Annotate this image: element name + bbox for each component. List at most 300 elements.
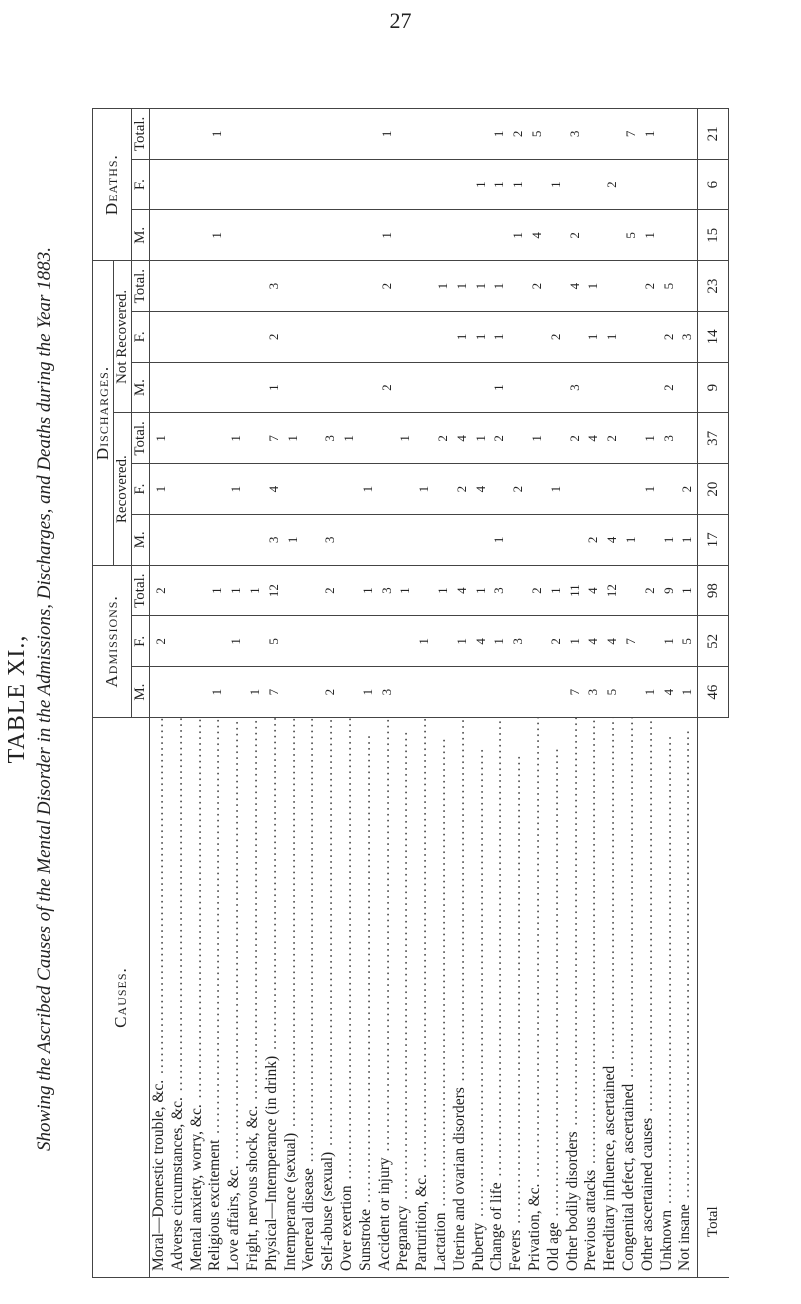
table-cell bbox=[434, 667, 453, 717]
table-cell: 2 bbox=[322, 587, 338, 594]
table-cell bbox=[190, 363, 209, 413]
table-title: TABLE XI., bbox=[4, 634, 30, 764]
rec-f-header: F. bbox=[132, 464, 150, 515]
table-cell bbox=[171, 617, 190, 667]
cause-row: Physical—Intemperance (in drink) ..... bbox=[263, 718, 282, 1271]
table-cell bbox=[415, 312, 434, 362]
admissions-header: Admissions. bbox=[93, 565, 132, 717]
table-cell bbox=[678, 109, 697, 159]
table-cell: 1 bbox=[378, 130, 394, 138]
table-cell bbox=[434, 160, 453, 210]
table-cell bbox=[190, 566, 209, 616]
table-cell bbox=[340, 667, 359, 717]
table-cell bbox=[227, 515, 246, 565]
table-cell bbox=[190, 261, 209, 311]
table-cell bbox=[359, 261, 378, 311]
table-cell: 4 bbox=[585, 638, 601, 645]
cause-row: Sunstroke ..... bbox=[357, 718, 376, 1271]
table-cell: 3 bbox=[510, 638, 526, 645]
adm-f-column bbox=[150, 616, 698, 667]
table-cell: 1 bbox=[453, 638, 469, 645]
table-cell: 3 bbox=[660, 435, 676, 442]
table-cell: 2 bbox=[153, 638, 168, 645]
table-cell bbox=[171, 261, 190, 311]
table-cell bbox=[265, 109, 284, 159]
table-cell bbox=[190, 109, 209, 159]
table-cell: 4 bbox=[566, 282, 582, 290]
table-cell bbox=[453, 515, 472, 565]
table-cell: 1 bbox=[416, 638, 432, 645]
table-cell bbox=[227, 261, 246, 311]
table-cell bbox=[434, 617, 453, 667]
table-cell: 2 bbox=[604, 181, 620, 188]
table-cell: 2 bbox=[510, 485, 526, 493]
table-cell: 12 bbox=[265, 584, 281, 598]
table-cell bbox=[227, 363, 246, 413]
table-cell bbox=[622, 414, 641, 464]
table-cell bbox=[509, 312, 528, 362]
table-cell: 4 bbox=[585, 435, 601, 442]
table-cell bbox=[415, 109, 434, 159]
table-cell bbox=[246, 211, 265, 261]
totals-row bbox=[698, 109, 729, 1278]
deaths-total-column bbox=[150, 109, 698, 160]
table-cell bbox=[660, 464, 679, 514]
table-cell bbox=[190, 160, 209, 210]
table-cell bbox=[678, 211, 697, 261]
table-cell bbox=[321, 261, 340, 311]
deaths-f-column bbox=[150, 159, 698, 210]
table-cell bbox=[396, 515, 415, 565]
table-cell bbox=[415, 261, 434, 311]
rec-total-column bbox=[150, 413, 698, 464]
table-cell bbox=[208, 261, 227, 311]
table-cell bbox=[378, 617, 397, 667]
table-cell bbox=[302, 261, 321, 311]
table-cell: 9 bbox=[660, 587, 676, 594]
table-cell bbox=[453, 363, 472, 413]
table-cell bbox=[434, 312, 453, 362]
table-cell bbox=[340, 312, 359, 362]
table-cell bbox=[321, 109, 340, 159]
table-cell bbox=[660, 160, 679, 210]
nr-f-total: 14 bbox=[698, 312, 729, 363]
cause-row: Puberty ..... bbox=[470, 718, 489, 1271]
adm-total-header: Total. bbox=[132, 565, 150, 616]
table-cell: 1 bbox=[472, 587, 488, 594]
cause-row: Other ascertained causes ..... bbox=[639, 718, 658, 1271]
table-cell bbox=[415, 211, 434, 261]
table-cell: 2 bbox=[641, 587, 657, 594]
cause-row: Religious excitement ..... bbox=[206, 718, 225, 1271]
table-cell bbox=[321, 617, 340, 667]
table-cell bbox=[321, 312, 340, 362]
table-cell: 2 bbox=[491, 435, 507, 442]
table-cell bbox=[434, 211, 453, 261]
table-cell bbox=[622, 667, 641, 717]
cause-row: Other bodily disorders ..... bbox=[564, 718, 583, 1271]
nr-total-total: 23 bbox=[698, 261, 729, 312]
table-cell: 2 bbox=[660, 384, 676, 391]
table-cell: 11 bbox=[566, 584, 582, 597]
table-cell bbox=[284, 667, 303, 717]
nr-m-header: M. bbox=[132, 362, 150, 413]
table-cell: 5 bbox=[604, 688, 620, 696]
table-cell: 2 bbox=[547, 333, 563, 341]
recovered-header: Recovered. bbox=[114, 413, 132, 565]
table-cell bbox=[359, 414, 378, 464]
table-cell bbox=[265, 211, 284, 261]
table-cell bbox=[340, 261, 359, 311]
table-cell: 2 bbox=[378, 282, 394, 290]
table-cell bbox=[302, 464, 321, 514]
table-cell bbox=[321, 464, 340, 514]
table-cell bbox=[227, 160, 246, 210]
table-cell bbox=[528, 160, 547, 210]
cause-row: Pregnancy ..... bbox=[394, 718, 413, 1271]
table-cell: 1 bbox=[209, 688, 225, 696]
deaths-m-total: 15 bbox=[698, 210, 729, 261]
table-cell: 1 bbox=[679, 587, 695, 594]
table-cell bbox=[566, 312, 585, 362]
table-cell bbox=[321, 211, 340, 261]
nr-m-total: 9 bbox=[698, 362, 729, 413]
nr-m-column bbox=[150, 362, 698, 413]
table-cell bbox=[509, 261, 528, 311]
table-cell: 5 bbox=[622, 232, 638, 239]
table-cell bbox=[284, 566, 303, 616]
table-cell bbox=[622, 566, 641, 616]
table-cell bbox=[340, 211, 359, 261]
table-cell bbox=[547, 515, 566, 565]
table-cell: 1 bbox=[228, 435, 244, 442]
table-cell bbox=[472, 211, 491, 261]
table-cell bbox=[359, 160, 378, 210]
table-cell bbox=[340, 363, 359, 413]
table-cell bbox=[603, 109, 622, 159]
table-cell bbox=[190, 617, 209, 667]
table-cell: 1 bbox=[434, 587, 450, 594]
table-cell: 1 bbox=[397, 435, 413, 442]
table-cell: 5 bbox=[528, 130, 544, 138]
table-cell bbox=[622, 160, 641, 210]
table-cell: 1 bbox=[359, 485, 375, 493]
table-cell bbox=[340, 515, 359, 565]
table-cell bbox=[490, 464, 509, 514]
rec-m-total: 17 bbox=[698, 515, 729, 566]
table-cell bbox=[547, 261, 566, 311]
table-cell bbox=[284, 617, 303, 667]
table-cell: 1 bbox=[510, 181, 526, 188]
table-cell: 2 bbox=[510, 130, 526, 138]
table-cell: 2 bbox=[153, 587, 168, 594]
table-cell bbox=[434, 464, 453, 514]
table-cell bbox=[678, 160, 697, 210]
deaths-header: Deaths. bbox=[93, 109, 132, 261]
table-cell bbox=[509, 566, 528, 616]
table-cell bbox=[284, 261, 303, 311]
cause-row: Change of life ..... bbox=[488, 718, 507, 1271]
table-cell: 1 bbox=[547, 587, 563, 594]
table-cell bbox=[509, 515, 528, 565]
table-cell bbox=[528, 667, 547, 717]
table-cell bbox=[660, 109, 679, 159]
table-cell: 2 bbox=[322, 688, 338, 696]
cause-row: Fevers ..... bbox=[507, 718, 526, 1271]
table-cell: 3 bbox=[265, 282, 281, 290]
table-cell: 1 bbox=[679, 688, 695, 696]
table-cell: 1 bbox=[491, 536, 507, 544]
table-cell bbox=[660, 211, 679, 261]
table-cell: 1 bbox=[228, 587, 244, 594]
cause-row: Self-abuse (sexual) ..... bbox=[319, 718, 338, 1271]
cause-row: Privation, &c. ..... bbox=[526, 718, 545, 1271]
table-cell: 4 bbox=[472, 638, 488, 645]
table-cell: 1 bbox=[622, 536, 638, 544]
table-cell bbox=[378, 515, 397, 565]
table-cell bbox=[152, 109, 171, 159]
table-cell bbox=[584, 464, 603, 514]
table-cell bbox=[152, 312, 171, 362]
table-cell bbox=[472, 109, 491, 159]
table-cell: 1 bbox=[265, 384, 281, 391]
table-cell bbox=[566, 515, 585, 565]
table-cell bbox=[415, 363, 434, 413]
table-cell bbox=[622, 464, 641, 514]
table-cell bbox=[190, 211, 209, 261]
table-cell: 3 bbox=[491, 587, 507, 594]
table-cell bbox=[396, 261, 415, 311]
table-cell: 5 bbox=[660, 282, 676, 290]
adm-f-header: F. bbox=[132, 616, 150, 667]
table-cell bbox=[171, 515, 190, 565]
table-cell bbox=[265, 160, 284, 210]
table-cell bbox=[246, 464, 265, 514]
table-cell: 1 bbox=[153, 485, 168, 493]
table-cell bbox=[284, 109, 303, 159]
cause-row: Adverse circumstances, &c. ..... bbox=[169, 718, 188, 1271]
table-cell bbox=[547, 414, 566, 464]
table-cell bbox=[415, 414, 434, 464]
cause-row: Unknown ..... bbox=[658, 718, 677, 1271]
table-cell: 1 bbox=[284, 435, 300, 442]
deaths-total-header: Total. bbox=[132, 109, 150, 160]
table-cell: 7 bbox=[265, 435, 281, 442]
table-cell: 1 bbox=[453, 333, 469, 341]
table-cell bbox=[321, 160, 340, 210]
table-cell: 1 bbox=[472, 282, 488, 290]
deaths-f-total: 6 bbox=[698, 159, 729, 210]
cause-row: Mental anxiety, worry, &c. ..... bbox=[188, 718, 207, 1271]
table-cell: 4 bbox=[472, 485, 488, 493]
table-cell: 3 bbox=[322, 435, 338, 442]
nr-total-header: Total. bbox=[132, 261, 150, 312]
table-cell: 2 bbox=[585, 536, 601, 544]
table-cell bbox=[246, 515, 265, 565]
table-cell: 1 bbox=[340, 435, 356, 442]
table-cell bbox=[528, 363, 547, 413]
table-cell bbox=[678, 261, 697, 311]
table-cell bbox=[227, 211, 246, 261]
adm-total-total: 98 bbox=[698, 565, 729, 616]
table-cell bbox=[396, 160, 415, 210]
table-cell: 1 bbox=[359, 688, 375, 696]
table-cell bbox=[340, 464, 359, 514]
table-cell: 1 bbox=[209, 130, 225, 138]
table-cell bbox=[208, 464, 227, 514]
table-cell bbox=[434, 515, 453, 565]
table-cell: 1 bbox=[491, 181, 507, 188]
table-cell bbox=[396, 363, 415, 413]
cause-row: Over exertion ..... bbox=[338, 718, 357, 1271]
rec-m-header: M. bbox=[132, 515, 150, 566]
table-cell: 1 bbox=[547, 485, 563, 493]
table-cell bbox=[284, 160, 303, 210]
table-cell: 1 bbox=[472, 333, 488, 341]
table-cell: 2 bbox=[378, 384, 394, 391]
adm-total-column bbox=[150, 565, 698, 616]
table-cell bbox=[509, 414, 528, 464]
table-cell: 1 bbox=[547, 181, 563, 188]
cause-row: Old age ..... bbox=[545, 718, 564, 1271]
table-cell bbox=[490, 211, 509, 261]
rec-total-total: 37 bbox=[698, 413, 729, 464]
table-cell: 1 bbox=[378, 232, 394, 239]
table-cell: 1 bbox=[491, 638, 507, 645]
table-cell bbox=[359, 312, 378, 362]
table-cell: 1 bbox=[209, 232, 225, 239]
table-cell: 1 bbox=[491, 333, 507, 341]
table-cell: 4 bbox=[453, 587, 469, 594]
table-cell bbox=[246, 160, 265, 210]
table-cell bbox=[584, 211, 603, 261]
causes-body bbox=[150, 109, 698, 1278]
adm-m-header: M. bbox=[132, 667, 150, 718]
rec-f-column bbox=[150, 464, 698, 515]
table-cell bbox=[284, 211, 303, 261]
table-cell bbox=[208, 312, 227, 362]
table-cell bbox=[302, 109, 321, 159]
table-cell bbox=[472, 667, 491, 717]
cause-row: Intemperance (sexual) ..... bbox=[282, 718, 301, 1271]
table-cell bbox=[359, 211, 378, 261]
table-cell bbox=[359, 617, 378, 667]
table-cell: 12 bbox=[604, 584, 620, 598]
table-cell: 1 bbox=[566, 638, 582, 645]
table-cell: 1 bbox=[679, 536, 695, 544]
table-cell: 1 bbox=[528, 435, 544, 442]
not-recovered-header: Not Recovered. bbox=[114, 261, 132, 413]
table-cell bbox=[378, 312, 397, 362]
adm-m-column bbox=[150, 667, 698, 718]
causes-table bbox=[92, 108, 729, 1278]
table-cell: 4 bbox=[453, 435, 469, 442]
table-cell: 1 bbox=[491, 130, 507, 138]
table-cell bbox=[208, 414, 227, 464]
table-cell bbox=[603, 363, 622, 413]
table-cell bbox=[340, 160, 359, 210]
table-cell bbox=[566, 160, 585, 210]
table-cell bbox=[678, 363, 697, 413]
table-cell: 2 bbox=[434, 435, 450, 442]
table-cell: 1 bbox=[641, 485, 657, 493]
table-cell: 4 bbox=[265, 485, 281, 493]
table-cell: 1 bbox=[585, 282, 601, 290]
table-cell bbox=[321, 363, 340, 413]
table-cell: 1 bbox=[246, 688, 262, 696]
table-cell: 2 bbox=[660, 333, 676, 341]
table-cell: 4 bbox=[604, 638, 620, 645]
table-cell bbox=[528, 464, 547, 514]
table-cell: 1 bbox=[660, 638, 676, 645]
table-cell: 2 bbox=[528, 282, 544, 290]
deaths-f-header: F. bbox=[132, 159, 150, 210]
table-cell: 1 bbox=[434, 282, 450, 290]
table-cell: 2 bbox=[679, 485, 695, 493]
table-cell: 2 bbox=[528, 587, 544, 594]
adm-m-total: 46 bbox=[698, 667, 729, 718]
table-cell bbox=[396, 667, 415, 717]
table-cell bbox=[603, 261, 622, 311]
table-cell: 1 bbox=[491, 282, 507, 290]
deaths-m-header: M. bbox=[132, 210, 150, 261]
rec-m-column bbox=[150, 515, 698, 566]
table-cell bbox=[509, 363, 528, 413]
table-subtitle: Showing the Ascribed Causes of the Mental Disorder in the Admissions, Discharges, and Deaths during the Year 1883. bbox=[34, 247, 55, 1151]
cause-row: Accident or injury ..... bbox=[376, 718, 395, 1271]
nr-total-column bbox=[150, 261, 698, 312]
table-cell: 1 bbox=[453, 282, 469, 290]
table-cell bbox=[246, 414, 265, 464]
table-cell bbox=[227, 109, 246, 159]
causes-list bbox=[150, 718, 698, 1278]
nr-f-column bbox=[150, 312, 698, 363]
table-cell bbox=[584, 109, 603, 159]
table-cell bbox=[622, 363, 641, 413]
table-cell bbox=[302, 617, 321, 667]
table-cell bbox=[227, 667, 246, 717]
table-cell bbox=[302, 312, 321, 362]
table-cell bbox=[622, 261, 641, 311]
table-cell: 1 bbox=[284, 536, 300, 544]
table-cell bbox=[152, 515, 171, 565]
table-cell bbox=[227, 312, 246, 362]
table-cell: 2 bbox=[604, 435, 620, 442]
table-cell bbox=[453, 160, 472, 210]
table-cell bbox=[171, 667, 190, 717]
table-cell bbox=[208, 515, 227, 565]
table-cell bbox=[547, 109, 566, 159]
table-cell bbox=[302, 160, 321, 210]
table-cell bbox=[396, 109, 415, 159]
table-cell: 7 bbox=[265, 688, 281, 696]
table-cell bbox=[547, 363, 566, 413]
table-cell bbox=[171, 363, 190, 413]
table-cell bbox=[378, 464, 397, 514]
table-cell: 5 bbox=[265, 638, 281, 645]
table-cell bbox=[246, 363, 265, 413]
table-cell: 7 bbox=[622, 638, 638, 645]
cause-row: Congenital defect, ascertained ..... bbox=[620, 718, 639, 1271]
table-cell bbox=[171, 566, 190, 616]
table-cell: 7 bbox=[622, 130, 638, 138]
table-cell: 2 bbox=[265, 333, 281, 341]
table-cell bbox=[396, 211, 415, 261]
table-cell: 3 bbox=[566, 384, 582, 391]
table-cell bbox=[528, 312, 547, 362]
table-cell bbox=[472, 363, 491, 413]
table-cell: 1 bbox=[416, 485, 432, 493]
